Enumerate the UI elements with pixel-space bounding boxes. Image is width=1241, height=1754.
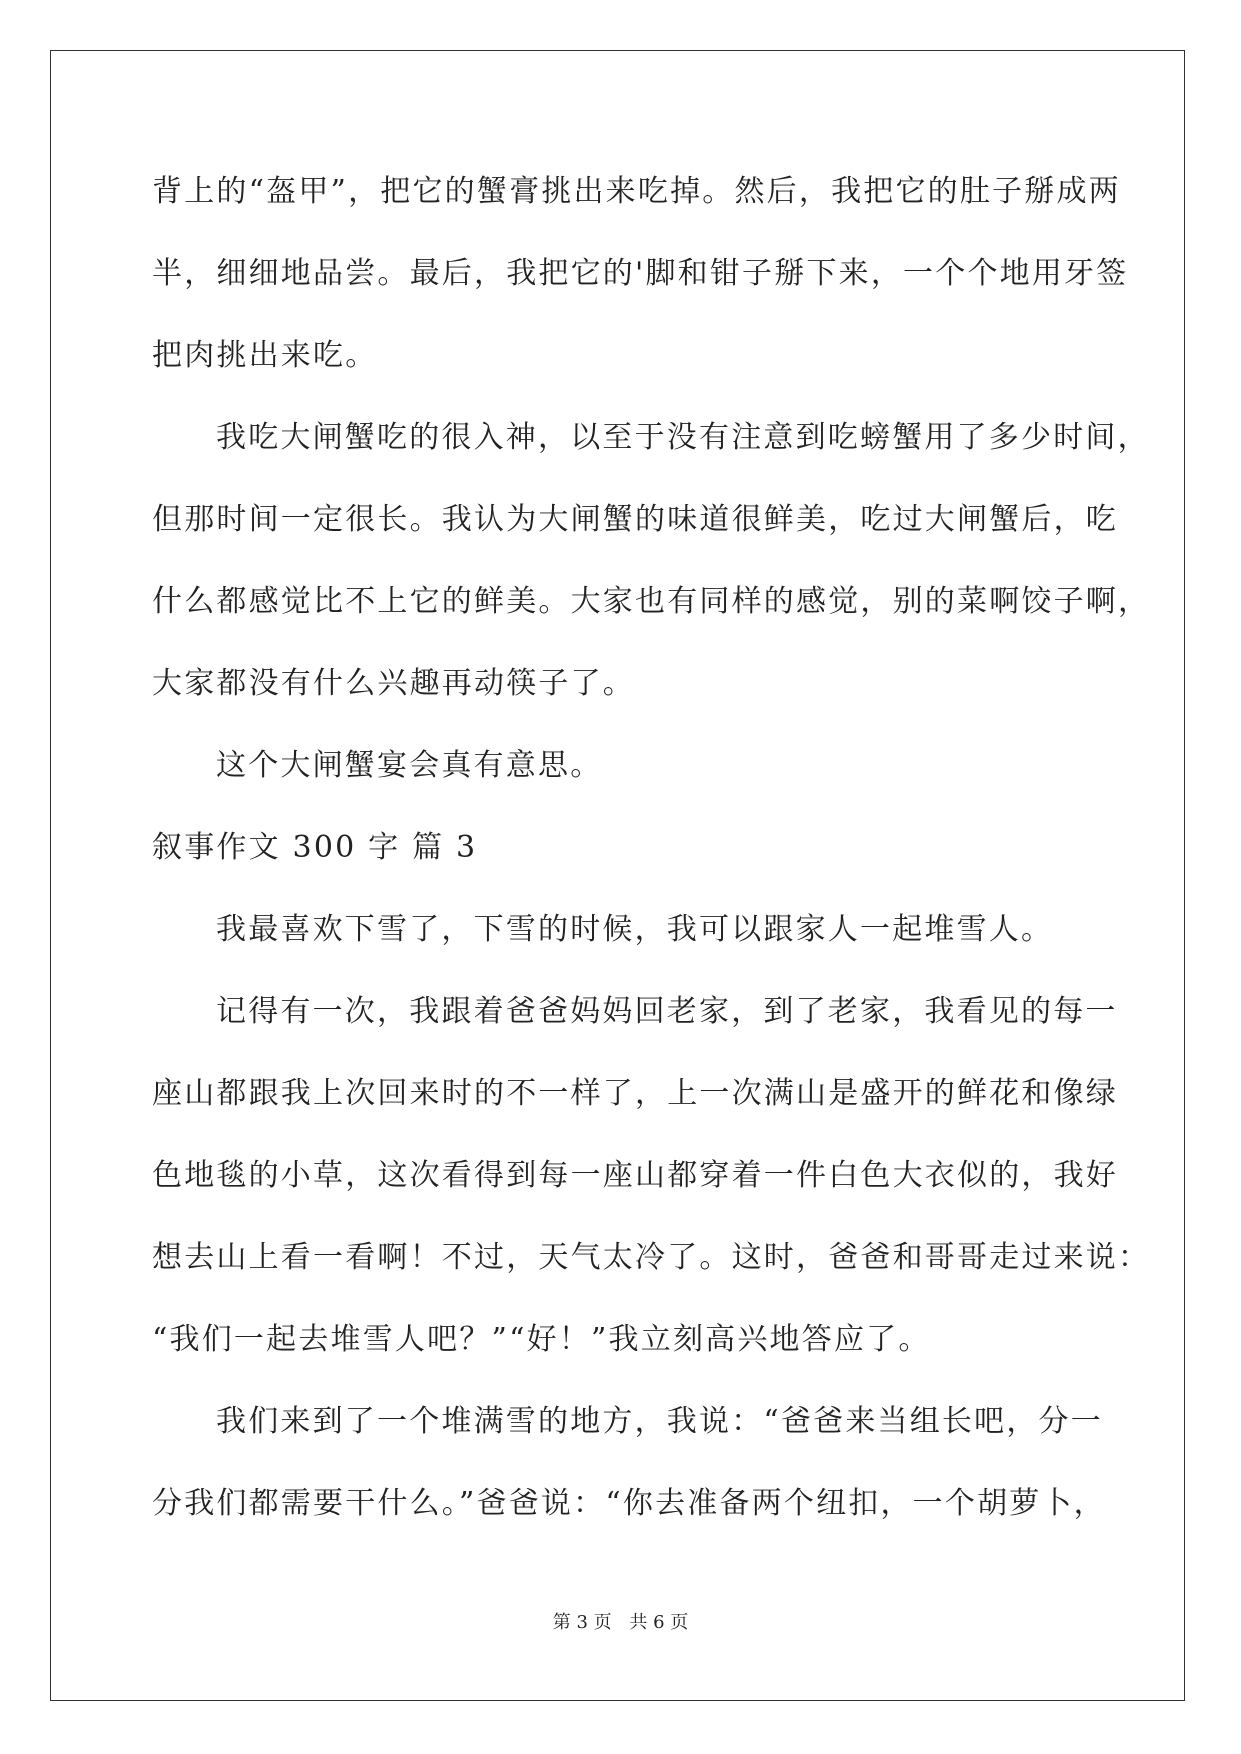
text-line: 什么都感觉比不上它的鲜美。大家也有同样的感觉，别的菜啊饺子啊， <box>152 584 1151 619</box>
paragraph-start: 我最喜欢下雪了，下雪的时候，我可以跟家人一起堆雪人。 <box>216 912 1054 947</box>
paragraph-start: 我吃大闸蟹吃的很入神，以至于没有注意到吃螃蟹用了多少时间， <box>216 420 1150 455</box>
text-line: “我们一起去堆雪人吧？”“好！”我立刻高兴地答应了。 <box>152 1322 931 1357</box>
paragraph-start: 记得有一次，我跟着爸爸妈妈回老家，到了老家，我看见的每一 <box>216 994 1118 1029</box>
text-line: 色地毯的小草，这次看得到每一座山都穿着一件白色大衣似的，我好 <box>152 1158 1118 1193</box>
text-line: 分我们都需要干什么。”爸爸说：“你去准备两个纽扣，一个胡萝卜， <box>152 1486 1106 1521</box>
paragraph-start: 这个大闸蟹宴会真有意思。 <box>216 748 603 783</box>
document-body <box>152 160 1151 1554</box>
text-line: 半，细细地品尝。最后，我把它的'脚和钳子掰下来，一个个地用牙签 <box>152 256 1129 291</box>
text-line: 背上的“盔甲”，把它的蟹膏挑出来吃掉。然后，我把它的肚子掰成两 <box>152 174 1121 209</box>
section-heading: 叙事作文 300 字 篇 3 <box>152 830 478 865</box>
text-line: 把肉挑出来吃。 <box>152 338 378 373</box>
text-line: 大家都没有什么兴趣再动筷子了。 <box>152 666 635 701</box>
text-line: 但那时间一定很长。我认为大闸蟹的味道很鲜美，吃过大闸蟹后，吃 <box>152 502 1118 537</box>
page-footer <box>0 1608 1241 1634</box>
paragraph-start: 我们来到了一个堆满雪的地方，我说：“爸爸来当组长吧，分一 <box>216 1404 1103 1439</box>
page-number: 第 3 页 <box>552 1612 612 1633</box>
text-line: 座山都跟我上次回来时的不一样了，上一次满山是盛开的鲜花和像绿 <box>152 1076 1118 1111</box>
page-total: 共 6 页 <box>629 1612 689 1633</box>
text-line: 想去山上看一看啊！不过，天气太冷了。这时，爸爸和哥哥走过来说： <box>152 1240 1151 1275</box>
